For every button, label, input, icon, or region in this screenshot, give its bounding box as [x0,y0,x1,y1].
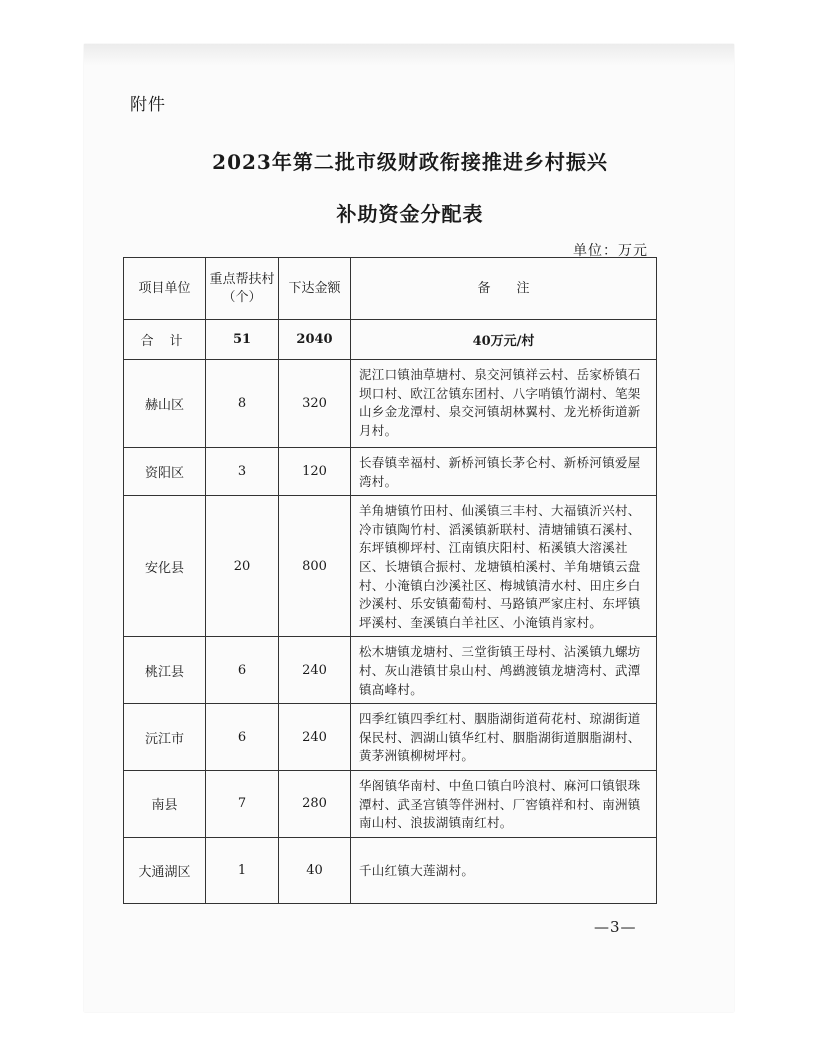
total-note: 40万元/村 [351,320,657,360]
row-amount: 40 [279,837,351,903]
row-villages: 6 [206,637,279,704]
document-subtitle: 补助资金分配表 [336,202,484,226]
row-unit: 赫山区 [124,360,206,448]
row-note: 四季红镇四季红村、胭脂湖街道荷花村、琼湖街道保民村、泗湖山镇华红村、胭脂湖街道胭脂湖村、黄茅洲镇柳树坪村。 [351,704,657,771]
row-amount: 120 [279,448,351,496]
row-unit: 桃江县 [124,637,206,704]
header-unit: 项目单位 [124,258,206,320]
page-number: —3— [594,918,637,936]
row-note: 华阁镇华南村、中鱼口镇白吟浪村、麻河口镇银珠潭村、武圣宫镇等伴洲村、厂窖镇祥和村、南洲镇南山村、浪拔湖镇南红村。 [351,770,657,837]
row-unit: 沅江市 [124,704,206,771]
table-row [124,837,657,903]
row-note: 羊角塘镇竹田村、仙溪镇三丰村、大福镇沂兴村、冷市镇陶竹村、滔溪镇新联村、清塘铺镇石溪村、东坪镇柳坪村、江南镇庆阳村、柘溪镇大溶溪社区、长塘镇合振村、龙塘镇柏溪村、羊角塘镇云盘村、小淹镇白沙溪社区、梅城镇清水村、田庄乡白沙溪村、乐安镇葡萄村、马路镇严家庄村、东坪镇坪溪村、奎溪镇白羊社区、小淹镇肖家村。 [351,496,657,637]
table-row [124,637,657,704]
attachment-label: 附件 [130,95,166,115]
header-villages: 重点帮扶村（个） [206,258,279,320]
table-row [124,496,657,637]
row-note: 泥江口镇油草塘村、泉交河镇祥云村、岳家桥镇石坝口村、欧江岔镇东团村、八字哨镇竹湖村、笔架山乡金龙潭村、泉交河镇胡林翼村、龙光桥街道新月村。 [351,360,657,448]
total-villages: 51 [206,320,279,360]
row-amount: 320 [279,360,351,448]
row-amount: 800 [279,496,351,637]
header-notes: 备 注 [351,258,657,320]
header-amount: 下达金额 [279,258,351,320]
table-header-row [124,258,657,320]
table-row [124,704,657,771]
unit-label: 单位：万元 [573,243,648,259]
row-note: 千山红镇大莲湖村。 [351,837,657,903]
row-amount: 240 [279,704,351,771]
row-note: 松木塘镇龙塘村、三堂街镇王母村、沾溪镇九螺坊村、灰山港镇甘泉山村、鸬鹚渡镇龙塘湾村、武潭镇高峰村。 [351,637,657,704]
row-note: 长春镇幸福村、新桥河镇长茅仑村、新桥河镇爱屋湾村。 [351,448,657,496]
document-title: 2023年第二批市级财政衔接推进乡村振兴 [212,150,608,174]
row-unit: 资阳区 [124,448,206,496]
total-label: 合计 [124,320,206,360]
table-row [124,448,657,496]
row-amount: 280 [279,770,351,837]
row-villages: 7 [206,770,279,837]
row-villages: 20 [206,496,279,637]
total-amount: 2040 [279,320,351,360]
table-row [124,770,657,837]
allocation-table [123,257,657,904]
row-unit: 安化县 [124,496,206,637]
row-villages: 1 [206,837,279,903]
row-villages: 6 [206,704,279,771]
row-villages: 8 [206,360,279,448]
row-amount: 240 [279,637,351,704]
row-villages: 3 [206,448,279,496]
row-unit: 南县 [124,770,206,837]
row-unit: 大通湖区 [124,837,206,903]
table-row [124,360,657,448]
table-total-row [124,320,657,360]
